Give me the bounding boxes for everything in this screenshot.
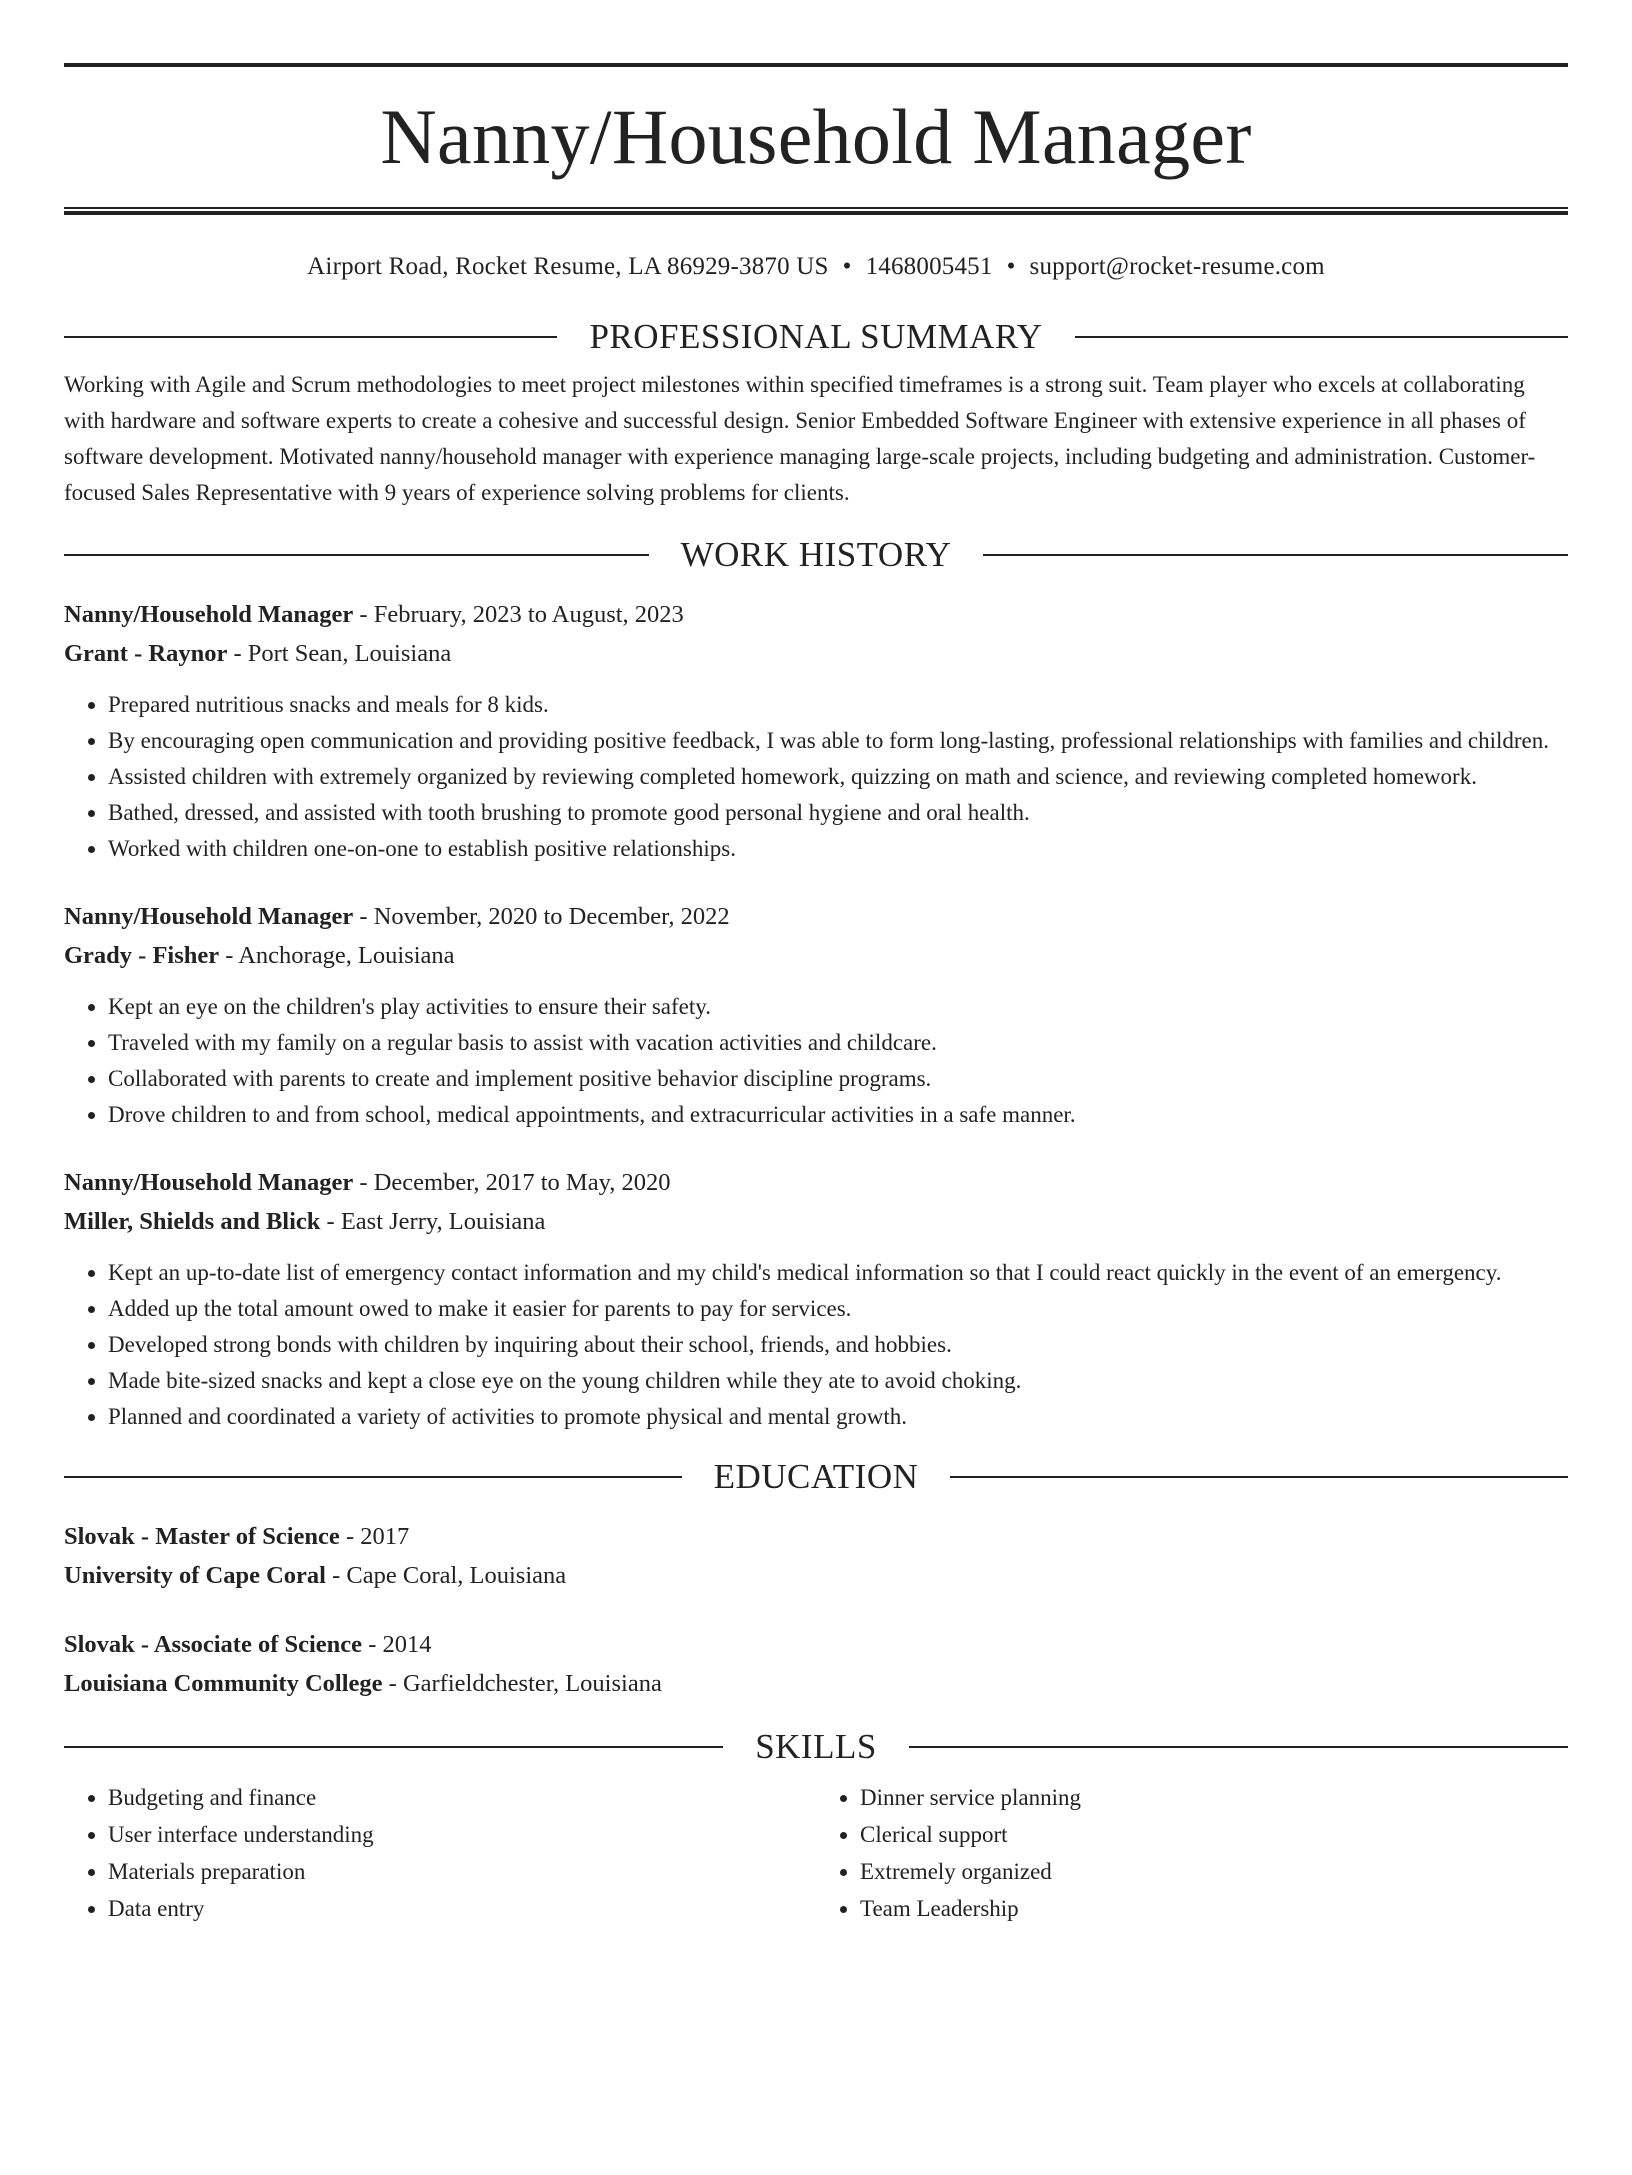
employer-line xyxy=(64,1202,1568,1241)
list-item: • User interface understanding xyxy=(108,1816,816,1853)
contact-separator: • xyxy=(1006,253,1016,280)
job-title: Nanny/Household Manager xyxy=(64,601,354,628)
resume-page xyxy=(0,63,1632,2175)
list-item: • Drove children to and from school, medical appointments, and extracurricular activities in a safe manner. xyxy=(108,1097,1568,1133)
list-item: • Data entry xyxy=(108,1890,816,1927)
list-item: • Traveled with my family on a regular basis to assist with vacation activities and childcare. xyxy=(108,1025,1568,1061)
list-item: • Dinner service planning xyxy=(860,1779,1568,1816)
list-item: • Collaborated with parents to create and implement positive behavior discipline programs. xyxy=(108,1061,1568,1097)
contact-phone: 1468005451 xyxy=(865,253,993,280)
job-title: Nanny/Household Manager xyxy=(64,903,354,930)
job-title-line xyxy=(64,595,1568,634)
section-heading-skills xyxy=(64,1727,1568,1767)
school-name: Louisiana Community College xyxy=(64,1670,383,1697)
work-entry xyxy=(64,897,1568,1133)
job-title-line xyxy=(64,897,1568,936)
job-bullets xyxy=(64,1255,1568,1435)
degree-line xyxy=(64,1625,1568,1664)
list-item: • By encouraging open communication and providing positive feedback, I was able to form long-lasting, professional relationships with families and children. xyxy=(108,723,1568,759)
employer-name: Grady - Fisher xyxy=(64,942,220,969)
list-item: • Made bite-sized snacks and kept a close eye on the young children while they ate to avoid choking. xyxy=(108,1363,1568,1399)
contact-address: Airport Road, Rocket Resume, LA 86929-3870 US xyxy=(307,253,829,280)
job-bullets xyxy=(64,989,1568,1133)
list-item: • Assisted children with extremely organized by reviewing completed homework, quizzing on math and science, and reviewing completed homework. xyxy=(108,759,1568,795)
list-item: • Kept an up-to-date list of emergency contact information and my child's medical information so that I could react quickly in the event of an emergency. xyxy=(108,1255,1568,1291)
divider-line xyxy=(64,336,557,338)
work-entry xyxy=(64,1163,1568,1435)
degree-year: - 2017 xyxy=(339,1523,410,1550)
candidate-name: Nanny/Household Manager xyxy=(380,93,1252,180)
section-heading-work xyxy=(64,535,1568,575)
employer-location: - Port Sean, Louisiana xyxy=(227,640,452,667)
employer-location: - Anchorage, Louisiana xyxy=(219,942,455,969)
list-item: • Worked with children one-on-one to establish positive relationships. xyxy=(108,831,1568,867)
skills-list xyxy=(64,1779,1568,1927)
job-title: Nanny/Household Manager xyxy=(64,1169,354,1196)
section-title: SKILLS xyxy=(755,1727,877,1766)
job-title-line xyxy=(64,1163,1568,1202)
work-entry xyxy=(64,595,1568,867)
education-entry xyxy=(64,1517,1568,1595)
list-item: • Budgeting and finance xyxy=(108,1779,816,1816)
skills-column-right xyxy=(816,1779,1568,1927)
school-name: University of Cape Coral xyxy=(64,1562,326,1589)
list-item: • Extremely organized xyxy=(860,1853,1568,1890)
school-line xyxy=(64,1556,1568,1595)
job-dates: - February, 2023 to August, 2023 xyxy=(353,601,684,628)
school-line xyxy=(64,1664,1568,1703)
employer-line xyxy=(64,936,1568,975)
employer-line xyxy=(64,634,1568,673)
divider-line xyxy=(950,1476,1568,1478)
school-location: - Cape Coral, Louisiana xyxy=(325,1562,567,1589)
summary-text: Working with Agile and Scrum methodologies to meet project milestones within specified timeframes is a strong suit. Team player who excels at collaborating with hardware and software experts to create a cohesive and successful design. Senior Embedded Software Engineer with extensive experience in all phases of software development. Motivated nanny/household manager with experience managing large-scale projects, including budgeting and administration. Customer-focused Sales Representative with 9 years of experience solving problems for clients. xyxy=(64,372,1536,505)
contact-line xyxy=(64,251,1568,283)
header-double-rule xyxy=(64,207,1568,215)
divider-line xyxy=(64,1746,723,1748)
divider-line xyxy=(1075,336,1568,338)
divider-line xyxy=(64,1476,682,1478)
top-rule xyxy=(64,63,1568,67)
section-title: EDUCATION xyxy=(713,1457,919,1496)
section-heading-education xyxy=(64,1457,1568,1497)
skills-column-left xyxy=(64,1779,816,1927)
degree-name: Slovak - Associate of Science xyxy=(64,1631,363,1658)
education-entry xyxy=(64,1625,1568,1703)
degree-year: - 2014 xyxy=(362,1631,432,1658)
divider-line xyxy=(983,554,1568,556)
degree-line xyxy=(64,1517,1568,1556)
list-item: • Team Leadership xyxy=(860,1890,1568,1927)
list-item: • Clerical support xyxy=(860,1816,1568,1853)
list-item: • Developed strong bonds with children by inquiring about their school, friends, and hobbies. xyxy=(108,1327,1568,1363)
job-dates: - November, 2020 to December, 2022 xyxy=(353,903,730,930)
employer-location: - East Jerry, Louisiana xyxy=(320,1208,546,1235)
list-item: • Materials preparation xyxy=(108,1853,816,1890)
job-dates: - December, 2017 to May, 2020 xyxy=(353,1169,671,1196)
list-item: • Bathed, dressed, and assisted with tooth brushing to promote good personal hygiene and oral health. xyxy=(108,795,1568,831)
contact-separator: • xyxy=(842,253,852,280)
list-item: • Prepared nutritious snacks and meals for 8 kids. xyxy=(108,687,1568,723)
employer-name: Miller, Shields and Blick xyxy=(64,1208,321,1235)
contact-email: support@rocket-resume.com xyxy=(1029,253,1325,280)
section-heading-summary xyxy=(64,317,1568,357)
section-title: WORK HISTORY xyxy=(680,535,952,574)
job-bullets xyxy=(64,687,1568,867)
section-title: PROFESSIONAL SUMMARY xyxy=(589,317,1043,356)
list-item: • Planned and coordinated a variety of activities to promote physical and mental growth. xyxy=(108,1399,1568,1435)
school-location: - Garfieldchester, Louisiana xyxy=(382,1670,662,1697)
list-item: • Added up the total amount owed to make it easier for parents to pay for services. xyxy=(108,1291,1568,1327)
list-item: • Kept an eye on the children's play activities to ensure their safety. xyxy=(108,989,1568,1025)
degree-name: Slovak - Master of Science xyxy=(64,1523,340,1550)
divider-line xyxy=(64,554,649,556)
divider-line xyxy=(909,1746,1568,1748)
employer-name: Grant - Raynor xyxy=(64,640,228,667)
